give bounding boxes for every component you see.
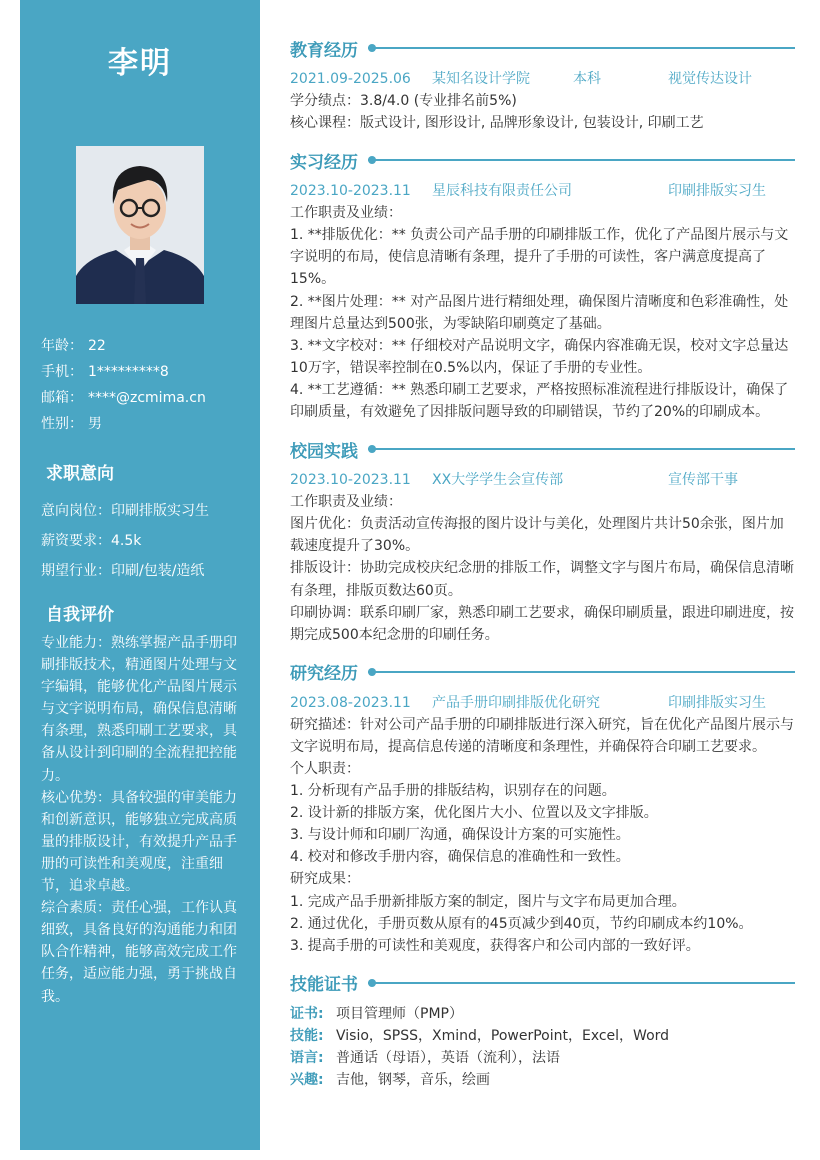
skill-row: 证书: 项目管理师（PMP） <box>290 1005 463 1022</box>
education-meta: 2021.09-2025.06 某知名设计学院 本科 视觉传达设计 <box>290 71 752 87</box>
research-meta: 2023.08-2023.11 产品手册印刷排版优化研究 印刷排版实习生 <box>290 694 766 711</box>
section-divider <box>368 671 795 673</box>
intent-position: 意向岗位：印刷排版实习生 <box>41 503 209 519</box>
skills-section <box>290 971 795 1091</box>
profile-photo <box>76 146 204 304</box>
section-divider <box>368 448 795 450</box>
section-divider <box>368 159 795 161</box>
info-gender: 性别： 男 <box>41 416 102 432</box>
intent-heading: 求职意向 <box>46 464 114 484</box>
job-intent <box>41 496 209 586</box>
eval-paragraph: 核心优势：具备较强的审美能力和创新意识，能够独立完成高质量的排版设计，有效提升产品手册的可读性和美观度，注重细节，追求卓越。 <box>41 789 237 895</box>
section-title: 校园实践 <box>290 441 358 462</box>
section-divider <box>368 982 795 984</box>
section-title: 研究经历 <box>290 664 358 685</box>
internship-meta: 2023.10-2023.11 星辰科技有限责任公司 印刷排版实习生 <box>290 183 766 200</box>
self-eval-heading: 自我评价 <box>46 605 114 625</box>
section-title: 实习经历 <box>290 152 358 173</box>
eval-paragraph: 综合素质：责任心强，工作认真细致，具备良好的沟通能力和团队合作精神，能够高效完成工作任务，适应能力强，勇于挑战自我。 <box>41 900 237 1005</box>
campus-meta: 2023.10-2023.11 XX大学学生会宣传部 宣传部干事 <box>290 472 738 489</box>
internship-details: 工作职责及业绩： 1. **排版优化：** 负责公司产品手册的印刷排版工作，优化了产品图片展示与文字说明的布局，使信息清晰有条理，提升了手册的可读性，客户满意度提高了15%。 2. **图片处理：** 对产品图片进行精细处理，确保图片清晰度和色彩准确性，处理图片总量达到500张，为零缺陷印刷奠定了基础。 3. **文字校对：** 仔细校对产品说明文字，确保内容准确无误，校对文字总量达10万字，错误率控制在0.5%以内，保证了手册的专业性。 4. **工艺遵循：** 熟悉印刷工艺要求，严格按照标准流程进行排版设计，确保了印刷质量，有效避免了因排版问题导致的印刷错误，节约了20%的印刷成本。 <box>290 205 789 421</box>
education-section <box>290 36 795 134</box>
sidebar <box>20 0 260 1150</box>
campus-section <box>290 437 795 646</box>
info-phone: 手机： 1*********8 <box>41 364 169 380</box>
internship-section <box>290 148 795 423</box>
section-title: 教育经历 <box>290 40 358 61</box>
skill-row: 兴趣: 吉他，钢琴，音乐，绘画 <box>290 1071 490 1088</box>
education-details: 学分绩点：3.8/4.0 (专业排名前5%) 核心课程：版式设计, 图形设计, 品牌形象设计, 包装设计, 印刷工艺 <box>290 93 704 132</box>
info-age: 年龄： 22 <box>41 338 106 354</box>
personal-info <box>41 333 206 437</box>
candidate-name: 李明 <box>108 46 172 81</box>
campus-details: 工作职责及业绩： 图片优化：负责活动宣传海报的图片设计与美化，处理图片共计50余张，图片加载速度提升了30%。 排版设计：协助完成校庆纪念册的排版工作，调整文字与图片布局，确保信息清晰有条理，排版页数达60页。 印刷协调：联系印刷厂家，熟悉印刷工艺要求，确保印刷质量，跟进印刷进度，按期完成500本纪念册的印刷任务。 <box>290 494 794 643</box>
main-content <box>290 36 795 1105</box>
section-title: 技能证书 <box>290 975 358 996</box>
eval-paragraph: 专业能力：熟练掌握产品手册印刷排版技术，精通图片处理与文字编辑，能够优化产品图片展示与文字说明布局，确保信息清晰有条理，熟悉印刷工艺要求，具备从设计到印刷的全流程把控能力。 <box>41 635 237 784</box>
research-section <box>290 660 795 957</box>
skill-row: 语言: 普通话（母语），英语（流利），法语 <box>290 1049 560 1066</box>
section-divider <box>368 47 795 49</box>
info-email: 邮箱： ****@zcmima.cn <box>41 390 206 406</box>
intent-salary: 薪资要求：4.5k <box>41 533 142 549</box>
intent-industry: 期望行业：印刷/包装/造纸 <box>41 563 205 579</box>
portrait-illustration <box>76 146 204 304</box>
self-evaluation <box>41 632 241 1008</box>
research-details: 研究描述：针对公司产品手册的印刷排版进行深入研究，旨在优化产品图片展示与文字说明布局，提高信息传递的清晰度和条理性，并确保符合印刷工艺要求。 个人职责： 1. 分析现有产品手册的排版结构，识别存在的问题。 2. 设计新的排版方案，优化图片大小、位置以及文字排版。 3. 与设计师和印刷厂沟通，确保设计方案的可实施性。 4. 校对和修改手册内容，确保信息的准确性和一致性。 研究成果： 1. 完成产品手册新排版方案的制定，图片与文字布局更加合理。 2. 通过优化，手册页数从原有的45页减少到40页，节约印刷成本约10%。 3. 提高手册的可读性和美观度，获得客户和公司内部的一致好评。 <box>290 716 794 954</box>
skill-row: 技能: Visio，SPSS，Xmind，PowerPoint，Excel，Word <box>290 1027 670 1044</box>
